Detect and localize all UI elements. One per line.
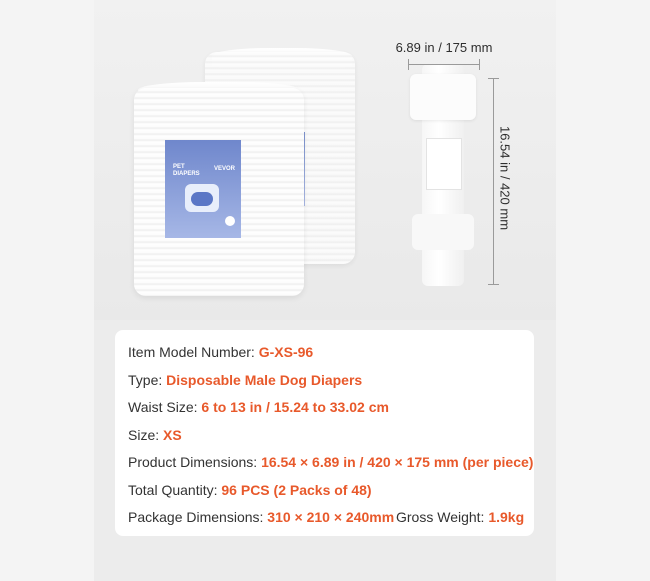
spec-value: 1.9kg — [488, 509, 525, 525]
spec-label: Item Model Number: — [128, 344, 255, 360]
height-dimension-line — [493, 78, 494, 284]
spec-value: 96 PCS (2 Packs of 48) — [221, 482, 372, 498]
spec-value: G-XS-96 — [258, 344, 314, 360]
package-label — [165, 140, 241, 238]
spec-label: Product Dimensions: — [128, 454, 258, 470]
height-dimension-tick-top — [488, 78, 499, 79]
diaper-image — [410, 64, 476, 286]
spec-panel — [115, 330, 534, 536]
spec-label: Package Dimensions: — [128, 509, 264, 525]
spec-label: Type: — [128, 372, 163, 388]
diaper-bottom-wing — [412, 214, 474, 250]
height-dimension-label: 16.54 in / 420 mm — [497, 125, 513, 231]
spec-row-quantity — [128, 482, 372, 498]
package-label-title: PET DIAPERS — [173, 164, 200, 177]
spec-row-waist — [128, 399, 389, 415]
diaper-core — [426, 138, 462, 190]
spec-label: Gross Weight: — [396, 509, 485, 525]
spec-value: Disposable Male Dog Diapers — [166, 372, 363, 388]
spec-value: XS — [163, 427, 182, 443]
diaper-illustration-icon — [185, 184, 219, 212]
package-label-brand: VEVOR — [213, 166, 235, 172]
width-dimension-tick-left — [408, 59, 409, 70]
width-dimension-tick-right — [479, 59, 480, 70]
spec-label: Total Quantity: — [128, 482, 218, 498]
spec-row-type — [128, 372, 362, 388]
spec-row-product-dimensions — [128, 454, 533, 470]
width-dimension-label: 6.89 in / 175 mm — [395, 40, 493, 55]
spec-row-model — [128, 344, 313, 360]
height-dimension-tick-bottom — [488, 284, 499, 285]
width-dimension-line — [408, 64, 480, 65]
spec-row-size — [128, 427, 182, 443]
info-circle-icon — [225, 216, 235, 226]
spec-label: Size: — [128, 427, 160, 443]
diaper-top-wing — [410, 74, 476, 120]
spec-label: Waist Size: — [128, 399, 198, 415]
spec-row-package-dimensions — [128, 509, 394, 525]
spec-value: 6 to 13 in / 15.24 to 33.02 cm — [201, 399, 389, 415]
spec-row-gross-weight — [396, 509, 524, 525]
spec-value: 16.54 × 6.89 in / 420 × 175 mm (per piece) — [261, 454, 534, 470]
spec-value: 310 × 210 × 240mm — [267, 509, 395, 525]
